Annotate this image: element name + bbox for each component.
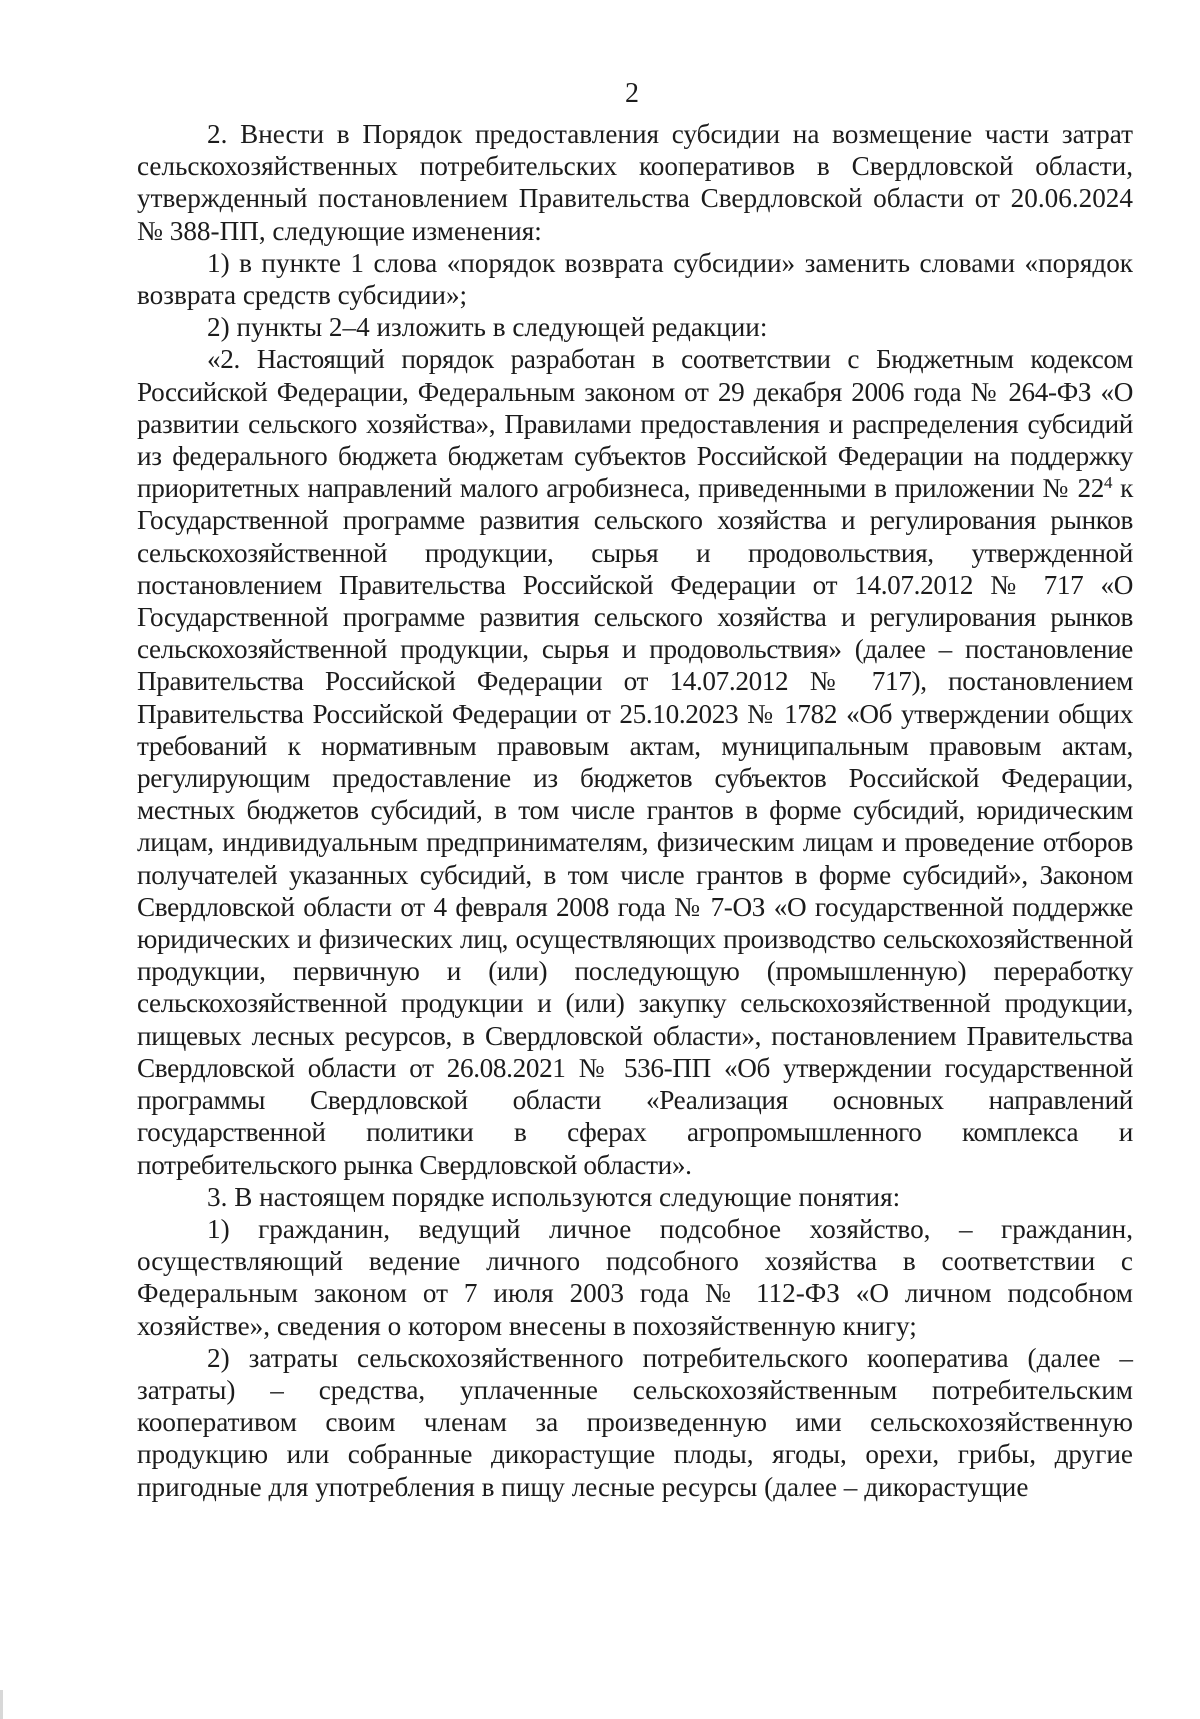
paragraph-definition-1: 1) гражданин, ведущий личное подсобное хозяйство, – гражданин, осуществляющий ведение личного подсобного хозяйства в соответствии с Федеральным законом от 7 июля 2003 года № 112-ФЗ «О личном подсобном хозяйстве», сведения о котором внесены в похозяйственную книгу;: [137, 1213, 1133, 1341]
paragraph-item-2-intro: 2. Внести в Порядок предоставления субсидии на возмещение части затрат сельскохозяйственных потребительских кооперативов в Свердловской области, утвержденный постановлением Правительства Свердловской области от 20.06.2024 № 388-ПП, следующие изменения:: [137, 119, 1133, 246]
point-2-text-part1: «2. Настоящий порядок разработан в соответствии с Бюджетным кодексом Российской Федерации, Федеральным законом от 29 декабря 2006 года № 264-ФЗ «О развитии сельского хозяйства», Правилами предоставления и распределения субсидий из федерального бюджета бюджетам субъектов Российской Федерации на поддержку приоритетных направлений малого агробизнеса, приведенными в приложении № 22: [137, 344, 1133, 504]
paragraph-definition-2: 2) затраты сельскохозяйственного потребительского кооператива (далее – затраты) – средства, уплаченные сельскохозяйственным потребительским кооперативом своим членам за произведенную ими сельскохозяйственную продукцию или собранные дикорастущие плоды, ягоды, орехи, грибы, другие пригодные для употребления в пищу лесные ресурсы (далее – дикорастущие: [137, 1342, 1133, 1502]
appendix-superscript: 4: [1103, 473, 1113, 493]
paragraph-subitem-1: 1) в пункте 1 слова «порядок возврата субсидии» заменить словами «порядок возврата средств субсидии»;: [137, 247, 1133, 311]
point-2-text-part2: к Государственной программе развития сельского хозяйства и регулирования рынков сельскохозяйственной продукции, сырья и продовольствия, утвержденной постановлением Правительства Российской Федерации от 14.07.2012 № 717 «О Государственной программе развития сельского хозяйства и регулирования рынков сельскохозяйственной продукции, сырья и продовольствия» (далее – постановление Правительства Российской Федерации от 14.07.2012 № 717), постановлением Правительства Российской Федерации от 25.10.2023 № 1782 «Об утверждении общих требований к нормативным правовым актам, муниципальным правовым актам, регулирующим предоставление из бюджетов субъектов Российской Федерации, местных бюджетов субсидий, в том числе грантов в форме субсидий, юридическим лицам, индивидуальным предпринимателям, физическим лицам и проведение отборов получателей указанных субсидий, в том числе грантов в форме субсидий», Законом Свердловской области от 4 февраля 2008 года № 7-ОЗ «О государственной поддержке юридических и физических лиц, осуществляющих производство сельскохозяйственной продукции, первичную и (или) последующую (промышленную) переработку сельскохозяйственной продукции и (или) закупку сельскохозяйственной продукции, пищевых лесных ресурсов, в Свердловской области», постановлением Правительства Свердловской области от 26.08.2021 № 536-ПП «Об утверждении государственной программы Свердловской области «Реализация основных направлений государственной политики в сферах агропромышленного комплекса и потребительского рынка Свердловской области».: [137, 473, 1133, 1180]
document-body: [137, 118, 1133, 1503]
paragraph-subitem-2: 2) пункты 2–4 изложить в следующей редакции:: [207, 312, 768, 343]
page-number: 2: [625, 78, 639, 109]
paragraph-point-3-intro: 3. В настоящем порядке используются следующие понятия:: [207, 1181, 901, 1212]
scan-edge-mark: [0, 1690, 3, 1719]
paragraph-point-2-text: [137, 343, 1133, 1180]
